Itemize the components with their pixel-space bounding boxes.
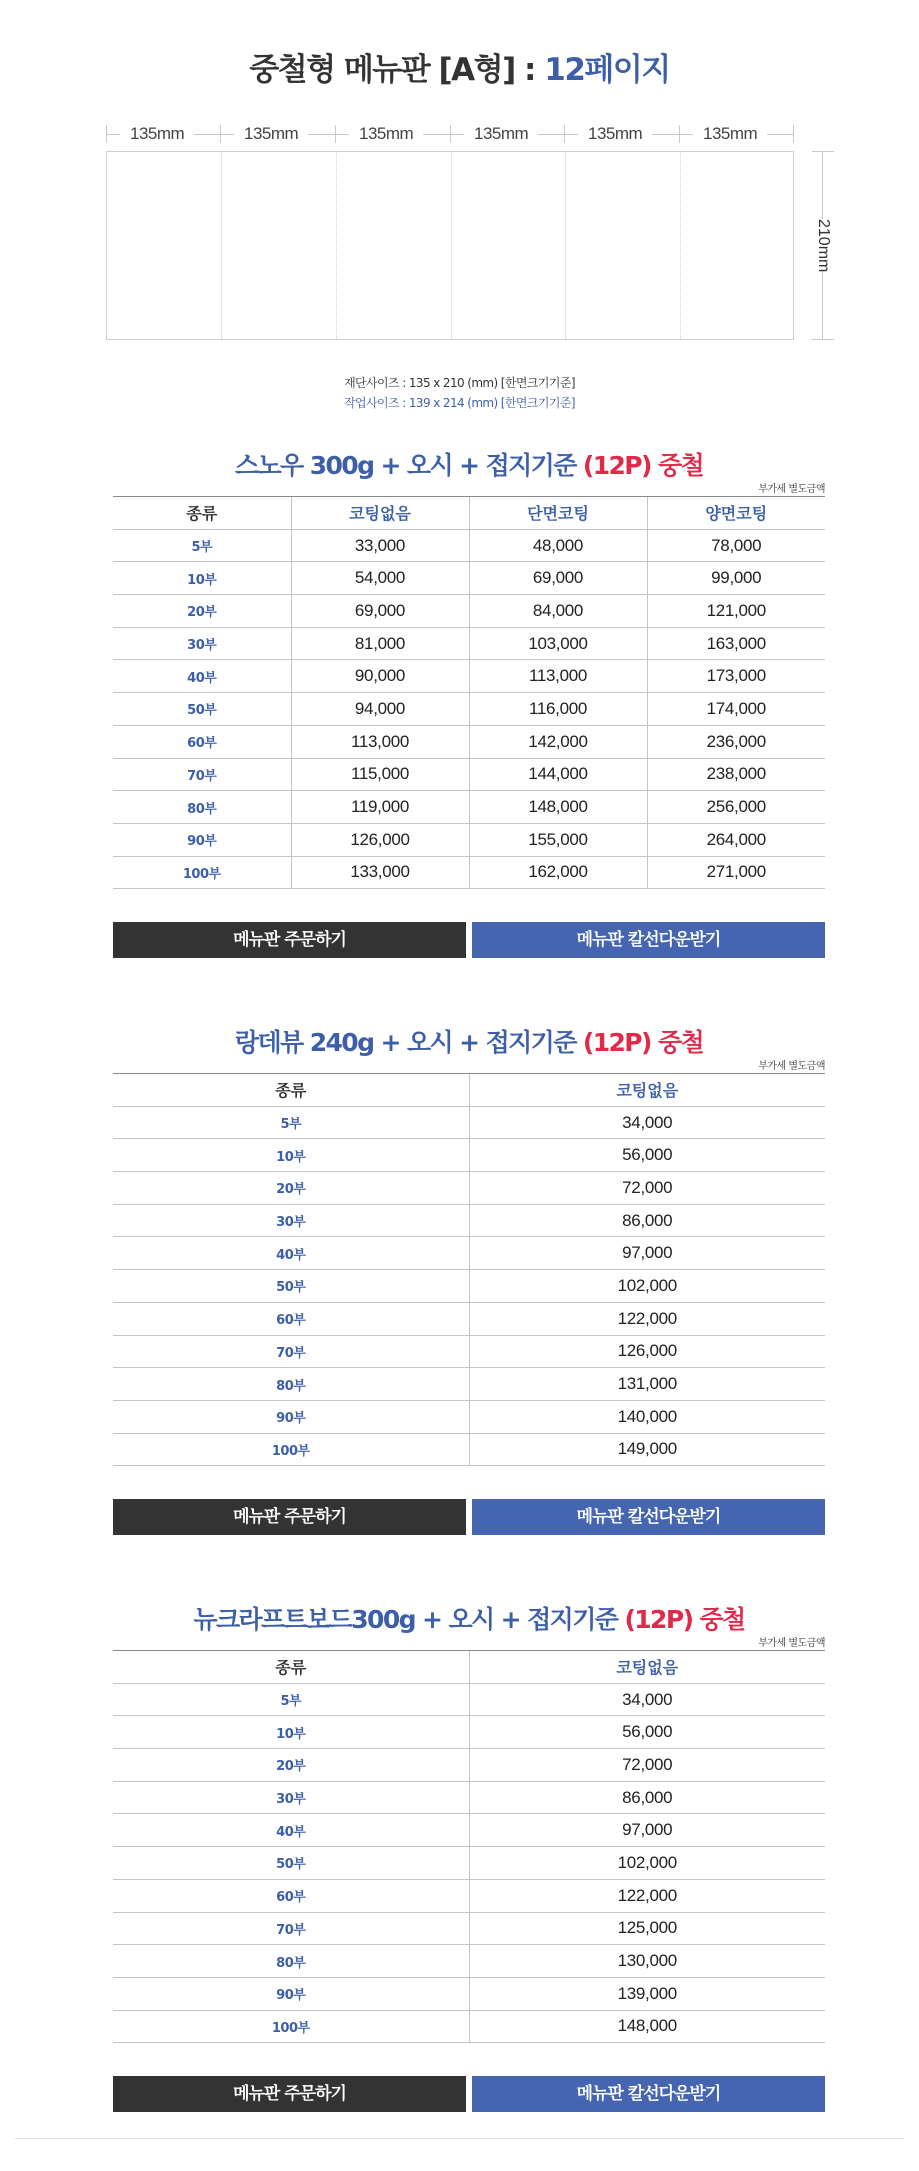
column-header: 양면코팅 <box>647 497 825 530</box>
price-cell: 34,000 <box>469 1683 825 1716</box>
price-table <box>113 1073 825 1466</box>
price-cell: 102,000 <box>469 1270 825 1303</box>
price-cell: 174,000 <box>647 693 825 726</box>
section-title-paper: 랑데뷰 240g + 오시 + 접지기준 <box>234 1028 583 1057</box>
table-header-row <box>113 497 825 530</box>
panel-width-label: 135mm <box>578 122 652 146</box>
quantity-cell: 90부 <box>113 1977 469 2010</box>
panel-width-label: 135mm <box>120 122 194 146</box>
quantity-cell: 40부 <box>113 1814 469 1847</box>
table-row <box>113 595 825 628</box>
price-cell: 97,000 <box>469 1237 825 1270</box>
price-section-snow <box>113 446 825 966</box>
price-cell: 78,000 <box>647 529 825 562</box>
fold-line <box>221 152 222 339</box>
quantity-cell: 40부 <box>113 660 291 693</box>
panel-width-label: 135mm <box>464 122 538 146</box>
quantity-cell: 20부 <box>113 1749 469 1782</box>
price-cell: 113,000 <box>469 660 647 693</box>
quantity-cell: 50부 <box>113 1847 469 1880</box>
height-dimension <box>810 151 836 340</box>
quantity-cell: 50부 <box>113 693 291 726</box>
table-row <box>113 1847 825 1880</box>
quantity-cell: 70부 <box>113 758 291 791</box>
price-cell: 69,000 <box>291 595 469 628</box>
table-row <box>113 791 825 824</box>
table-row <box>113 1106 825 1139</box>
section-title <box>113 1600 825 1636</box>
quantity-cell: 60부 <box>113 1302 469 1335</box>
dimension-tick <box>450 125 451 143</box>
price-table <box>113 496 825 889</box>
width-dimension-row <box>106 122 794 146</box>
quantity-cell: 5부 <box>113 1106 469 1139</box>
fold-line <box>451 152 452 339</box>
price-cell: 142,000 <box>469 725 647 758</box>
panel-width-label: 135mm <box>349 122 423 146</box>
fold-line <box>565 152 566 339</box>
table-row <box>113 1139 825 1172</box>
section-title-binding: (12P) 중철 <box>582 1028 704 1057</box>
quantity-cell: 80부 <box>113 1368 469 1401</box>
table-row <box>113 627 825 660</box>
footer-divider <box>15 2138 904 2139</box>
table-row <box>113 562 825 595</box>
quantity-cell: 100부 <box>113 2010 469 2043</box>
price-cell: 33,000 <box>291 529 469 562</box>
price-cell: 148,000 <box>469 2010 825 2043</box>
section-title <box>113 446 825 482</box>
quantity-cell: 70부 <box>113 1912 469 1945</box>
quantity-cell: 80부 <box>113 791 291 824</box>
table-row <box>113 1270 825 1303</box>
page-title-main: 중철형 메뉴판 [A형] : <box>249 52 545 88</box>
fold-line <box>336 152 337 339</box>
table-row <box>113 1912 825 1945</box>
table-row <box>113 1302 825 1335</box>
price-cell: 97,000 <box>469 1814 825 1847</box>
price-cell: 84,000 <box>469 595 647 628</box>
quantity-cell: 10부 <box>113 1716 469 1749</box>
price-cell: 149,000 <box>469 1433 825 1466</box>
price-cell: 140,000 <box>469 1400 825 1433</box>
price-section-newkraft <box>113 1600 825 2120</box>
price-cell: 56,000 <box>469 1716 825 1749</box>
price-cell: 139,000 <box>469 1977 825 2010</box>
table-row <box>113 1204 825 1237</box>
quantity-cell: 50부 <box>113 1270 469 1303</box>
column-header: 종류 <box>113 1074 469 1107</box>
cut-size-info: 재단사이즈 : 135 x 210 (mm) [한면크기기준] <box>344 376 575 390</box>
price-cell: 72,000 <box>469 1749 825 1782</box>
table-row <box>113 1945 825 1978</box>
quantity-cell: 10부 <box>113 1139 469 1172</box>
table-row <box>113 725 825 758</box>
table-row <box>113 693 825 726</box>
order-menu-button[interactable]: 메뉴판 주문하기 <box>113 1499 466 1535</box>
quantity-cell: 90부 <box>113 1400 469 1433</box>
price-cell: 126,000 <box>291 823 469 856</box>
page-title <box>0 44 919 89</box>
quantity-cell: 100부 <box>113 856 291 889</box>
table-row <box>113 1172 825 1205</box>
price-cell: 133,000 <box>291 856 469 889</box>
table-header-row <box>113 1074 825 1107</box>
price-cell: 148,000 <box>469 791 647 824</box>
price-cell: 116,000 <box>469 693 647 726</box>
dimension-tick <box>335 125 336 143</box>
price-cell: 122,000 <box>469 1302 825 1335</box>
quantity-cell: 5부 <box>113 1683 469 1716</box>
table-row <box>113 823 825 856</box>
column-header: 코팅없음 <box>469 1651 825 1684</box>
column-header: 단면코팅 <box>469 497 647 530</box>
section-title-binding: (12P) 중철 <box>582 451 704 480</box>
price-cell: 94,000 <box>291 693 469 726</box>
price-cell: 144,000 <box>469 758 647 791</box>
price-section-rendezvous <box>113 1023 825 1543</box>
table-row <box>113 1879 825 1912</box>
table-row <box>113 529 825 562</box>
price-cell: 155,000 <box>469 823 647 856</box>
table-row <box>113 1977 825 2010</box>
table-row <box>113 1781 825 1814</box>
price-cell: 102,000 <box>469 1847 825 1880</box>
price-cell: 131,000 <box>469 1368 825 1401</box>
price-cell: 256,000 <box>647 791 825 824</box>
price-cell: 99,000 <box>647 562 825 595</box>
quantity-cell: 70부 <box>113 1335 469 1368</box>
price-cell: 130,000 <box>469 1945 825 1978</box>
price-cell: 122,000 <box>469 1879 825 1912</box>
price-cell: 103,000 <box>469 627 647 660</box>
download-dieline-button[interactable]: 메뉴판 칼선다운받기 <box>472 1499 825 1535</box>
quantity-cell: 30부 <box>113 1781 469 1814</box>
height-label: 210mm <box>812 219 834 269</box>
quantity-cell: 60부 <box>113 725 291 758</box>
price-cell: 86,000 <box>469 1781 825 1814</box>
price-cell: 119,000 <box>291 791 469 824</box>
vat-note: 부가세 별도금액 <box>758 1061 825 1072</box>
table-row <box>113 1368 825 1401</box>
order-menu-button[interactable]: 메뉴판 주문하기 <box>113 922 466 958</box>
price-cell: 86,000 <box>469 1204 825 1237</box>
price-cell: 236,000 <box>647 725 825 758</box>
table-row <box>113 1335 825 1368</box>
section-title-paper: 스노우 300g + 오시 + 접지기준 <box>234 451 583 480</box>
table-row <box>113 856 825 889</box>
price-cell: 264,000 <box>647 823 825 856</box>
panel-width-label: 135mm <box>693 122 767 146</box>
price-table <box>113 1650 825 2043</box>
price-cell: 72,000 <box>469 1172 825 1205</box>
price-cell: 81,000 <box>291 627 469 660</box>
table-row <box>113 1237 825 1270</box>
price-cell: 56,000 <box>469 1139 825 1172</box>
price-cell: 163,000 <box>647 627 825 660</box>
table-row <box>113 1716 825 1749</box>
quantity-cell: 80부 <box>113 1945 469 1978</box>
price-cell: 69,000 <box>469 562 647 595</box>
quantity-cell: 40부 <box>113 1237 469 1270</box>
section-title-binding: (12P) 중철 <box>624 1605 745 1634</box>
price-cell: 125,000 <box>469 1912 825 1945</box>
table-row <box>113 1749 825 1782</box>
quantity-cell: 100부 <box>113 1433 469 1466</box>
quantity-cell: 90부 <box>113 823 291 856</box>
price-cell: 34,000 <box>469 1106 825 1139</box>
dimension-tick <box>812 339 834 340</box>
table-row <box>113 1814 825 1847</box>
price-cell: 90,000 <box>291 660 469 693</box>
dimension-tick <box>812 151 834 152</box>
dimension-tick <box>564 125 565 143</box>
column-header: 종류 <box>113 497 291 530</box>
price-cell: 115,000 <box>291 758 469 791</box>
work-size-info: 작업사이즈 : 139 x 214 (mm) [한면크기기준] <box>344 396 575 410</box>
price-cell: 48,000 <box>469 529 647 562</box>
table-row <box>113 2010 825 2043</box>
table-row <box>113 1433 825 1466</box>
panel-width-label: 135mm <box>234 122 308 146</box>
quantity-cell: 60부 <box>113 1879 469 1912</box>
vat-note: 부가세 별도금액 <box>758 484 825 495</box>
download-dieline-button[interactable]: 메뉴판 칼선다운받기 <box>472 2076 825 2112</box>
price-cell: 173,000 <box>647 660 825 693</box>
download-dieline-button[interactable]: 메뉴판 칼선다운받기 <box>472 922 825 958</box>
page-title-pages: 12페이지 <box>544 52 670 88</box>
column-header: 코팅없음 <box>469 1074 825 1107</box>
vat-note: 부가세 별도금액 <box>758 1638 825 1649</box>
price-cell: 126,000 <box>469 1335 825 1368</box>
column-header: 코팅없음 <box>291 497 469 530</box>
table-row <box>113 1683 825 1716</box>
quantity-cell: 30부 <box>113 627 291 660</box>
fold-line <box>680 152 681 339</box>
price-cell: 121,000 <box>647 595 825 628</box>
table-row <box>113 1400 825 1433</box>
price-cell: 271,000 <box>647 856 825 889</box>
table-row <box>113 758 825 791</box>
quantity-cell: 30부 <box>113 1204 469 1237</box>
dimension-tick <box>793 125 794 143</box>
quantity-cell: 20부 <box>113 1172 469 1205</box>
quantity-cell: 20부 <box>113 595 291 628</box>
price-cell: 113,000 <box>291 725 469 758</box>
quantity-cell: 5부 <box>113 529 291 562</box>
table-header-row <box>113 1651 825 1684</box>
quantity-cell: 10부 <box>113 562 291 595</box>
price-cell: 162,000 <box>469 856 647 889</box>
column-header: 종류 <box>113 1651 469 1684</box>
price-cell: 238,000 <box>647 758 825 791</box>
section-title <box>113 1023 825 1059</box>
section-title-paper: 뉴크라프트보드300g + 오시 + 접지기준 <box>193 1605 625 1634</box>
dimension-tick <box>679 125 680 143</box>
order-menu-button[interactable]: 메뉴판 주문하기 <box>113 2076 466 2112</box>
menu-template-outline <box>106 151 794 340</box>
dimension-tick <box>220 125 221 143</box>
table-row <box>113 660 825 693</box>
price-cell: 54,000 <box>291 562 469 595</box>
